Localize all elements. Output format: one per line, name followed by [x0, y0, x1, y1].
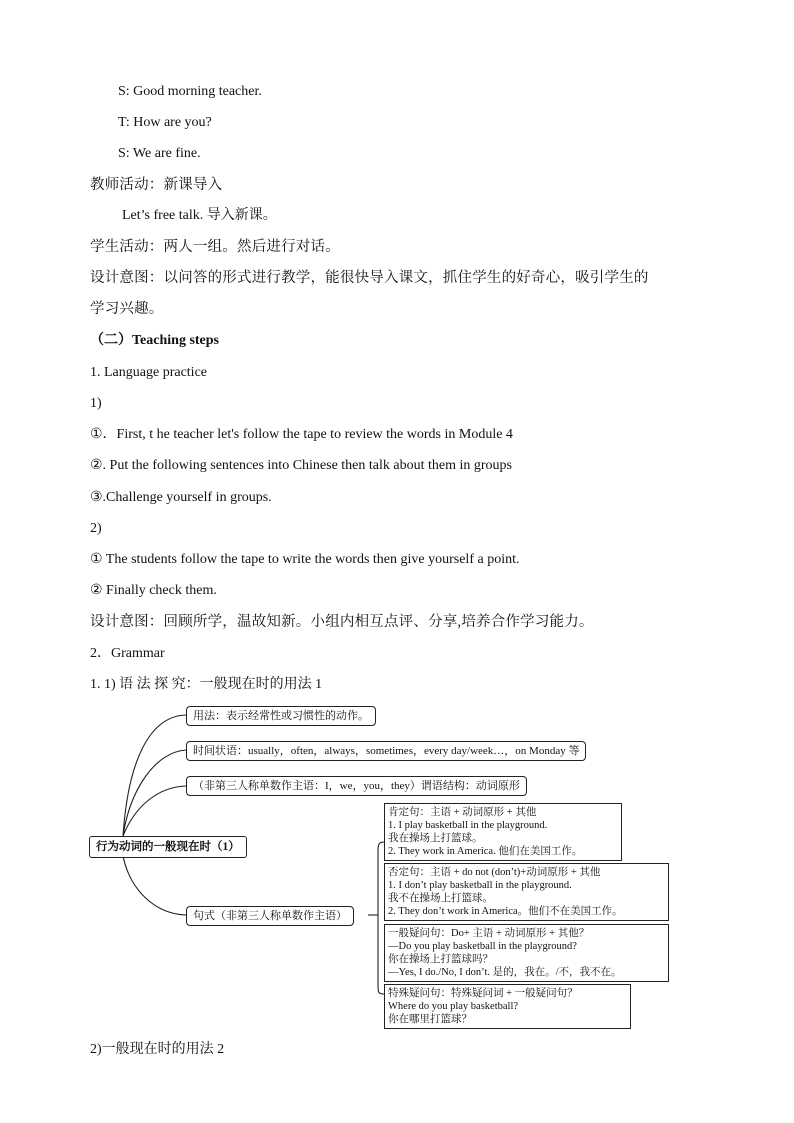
negative-line: 1. I don’t play basketball in the playground. [388, 880, 572, 891]
special-question-line: 特殊疑问句：特殊疑问词 + 一般疑问句？ [388, 988, 578, 999]
step-item-4: ① The students follow the tape to write the words then give yourself a point. [90, 552, 520, 567]
negative-line: 否定句：主语 + do not (don’t)+动词原形 + 其他 [388, 867, 601, 878]
special-question-box [384, 984, 631, 1029]
mindmap-branch-usage: 用法：表示经常性或习惯性的动作。 [186, 706, 376, 726]
negative-sentence-box [384, 863, 669, 921]
mindmap-branch-time: 时间状语：usually，often，always，sometimes，every day/week…，on Monday 等 [186, 741, 586, 761]
general-question-line: 你在操场上打篮球吗？ [388, 954, 493, 965]
negative-line: 我不在操场上打篮球。 [388, 893, 493, 904]
general-question-line: —Yes, I do./No, I don’t. 是的，我在。/不，我不在。 [388, 967, 622, 978]
dialogue-line-1: S: Good morning teacher. [118, 84, 262, 99]
special-question-line: 你在哪里打篮球？ [388, 1014, 472, 1025]
step-item-2: ②. Put the following sentences into Chinese then talk about them in groups [90, 458, 512, 473]
subpoint-2: 2) [90, 521, 102, 536]
affirmative-line: 1. I play basketball in the playground. [388, 820, 548, 831]
general-question-line: 一般疑问句：Do+ 主语 + 动词原形 + 其他？ [388, 928, 590, 939]
usage-2-heading: 2)一般现在时的用法 2 [90, 1042, 225, 1057]
affirmative-line: 2. They work in America. 他们在美国工作。 [388, 846, 583, 857]
general-question-line: —Do you play basketball in the playground? [388, 941, 577, 952]
step-item-1: ①．First, t he teacher let's follow the tape to review the words in Module 4 [90, 427, 513, 442]
negative-line: 2. They don’t work in America。他们不在美国工作。 [388, 906, 623, 917]
step-item-3: ③.Challenge yourself in groups. [90, 490, 272, 505]
mindmap-branch-predicate: （非第三人称单数作主语：I，we，you，they）谓语结构：动词原形 [186, 776, 527, 796]
mindmap-root: 行为动词的一般现在时（1） [89, 836, 247, 858]
special-question-line: Where do you play basketball? [388, 1001, 519, 1012]
student-activity-line: 学生活动：两人一组。然后进行对话。 [90, 239, 340, 255]
mindmap-branch-forms: 句式（非第三人称单数作主语） [186, 906, 354, 926]
general-question-box [384, 924, 669, 982]
subpoint-1: 1) [90, 396, 102, 411]
step-item-5: ② Finally check them. [90, 583, 217, 598]
teacher-activity-heading: 教师活动：新课导入 [90, 177, 223, 193]
section-heading-teaching-steps: （二）Teaching steps [90, 333, 220, 348]
free-talk-line: Let’s free talk. 导入新课。 [122, 208, 277, 223]
dialogue-line-2: T: How are you? [118, 115, 212, 130]
design-intent-line-1: 设计意图：以问答的形式进行教学，能很快导入课文，抓住学生的好奇心，吸引学生的 [90, 270, 649, 286]
design-intent-line-3: 设计意图：回顾所学，温故知新。小组内相互点评、分享,培养合作学习能力。 [90, 614, 594, 630]
affirmative-line: 我在操场上打篮球。 [388, 833, 483, 844]
dialogue-line-3: S: We are fine. [118, 146, 201, 161]
affirmative-sentence-box [384, 803, 622, 861]
grammar-explore-heading: 1. 1) 语 法 探 究：一般现在时的用法 1 [90, 677, 323, 692]
grammar-heading: 2．Grammar [90, 646, 165, 661]
language-practice-heading: 1. Language practice [90, 365, 207, 380]
design-intent-line-2: 学习兴趣。 [90, 301, 164, 317]
affirmative-line: 肯定句：主语 + 动词原形 + 其他 [388, 807, 537, 818]
